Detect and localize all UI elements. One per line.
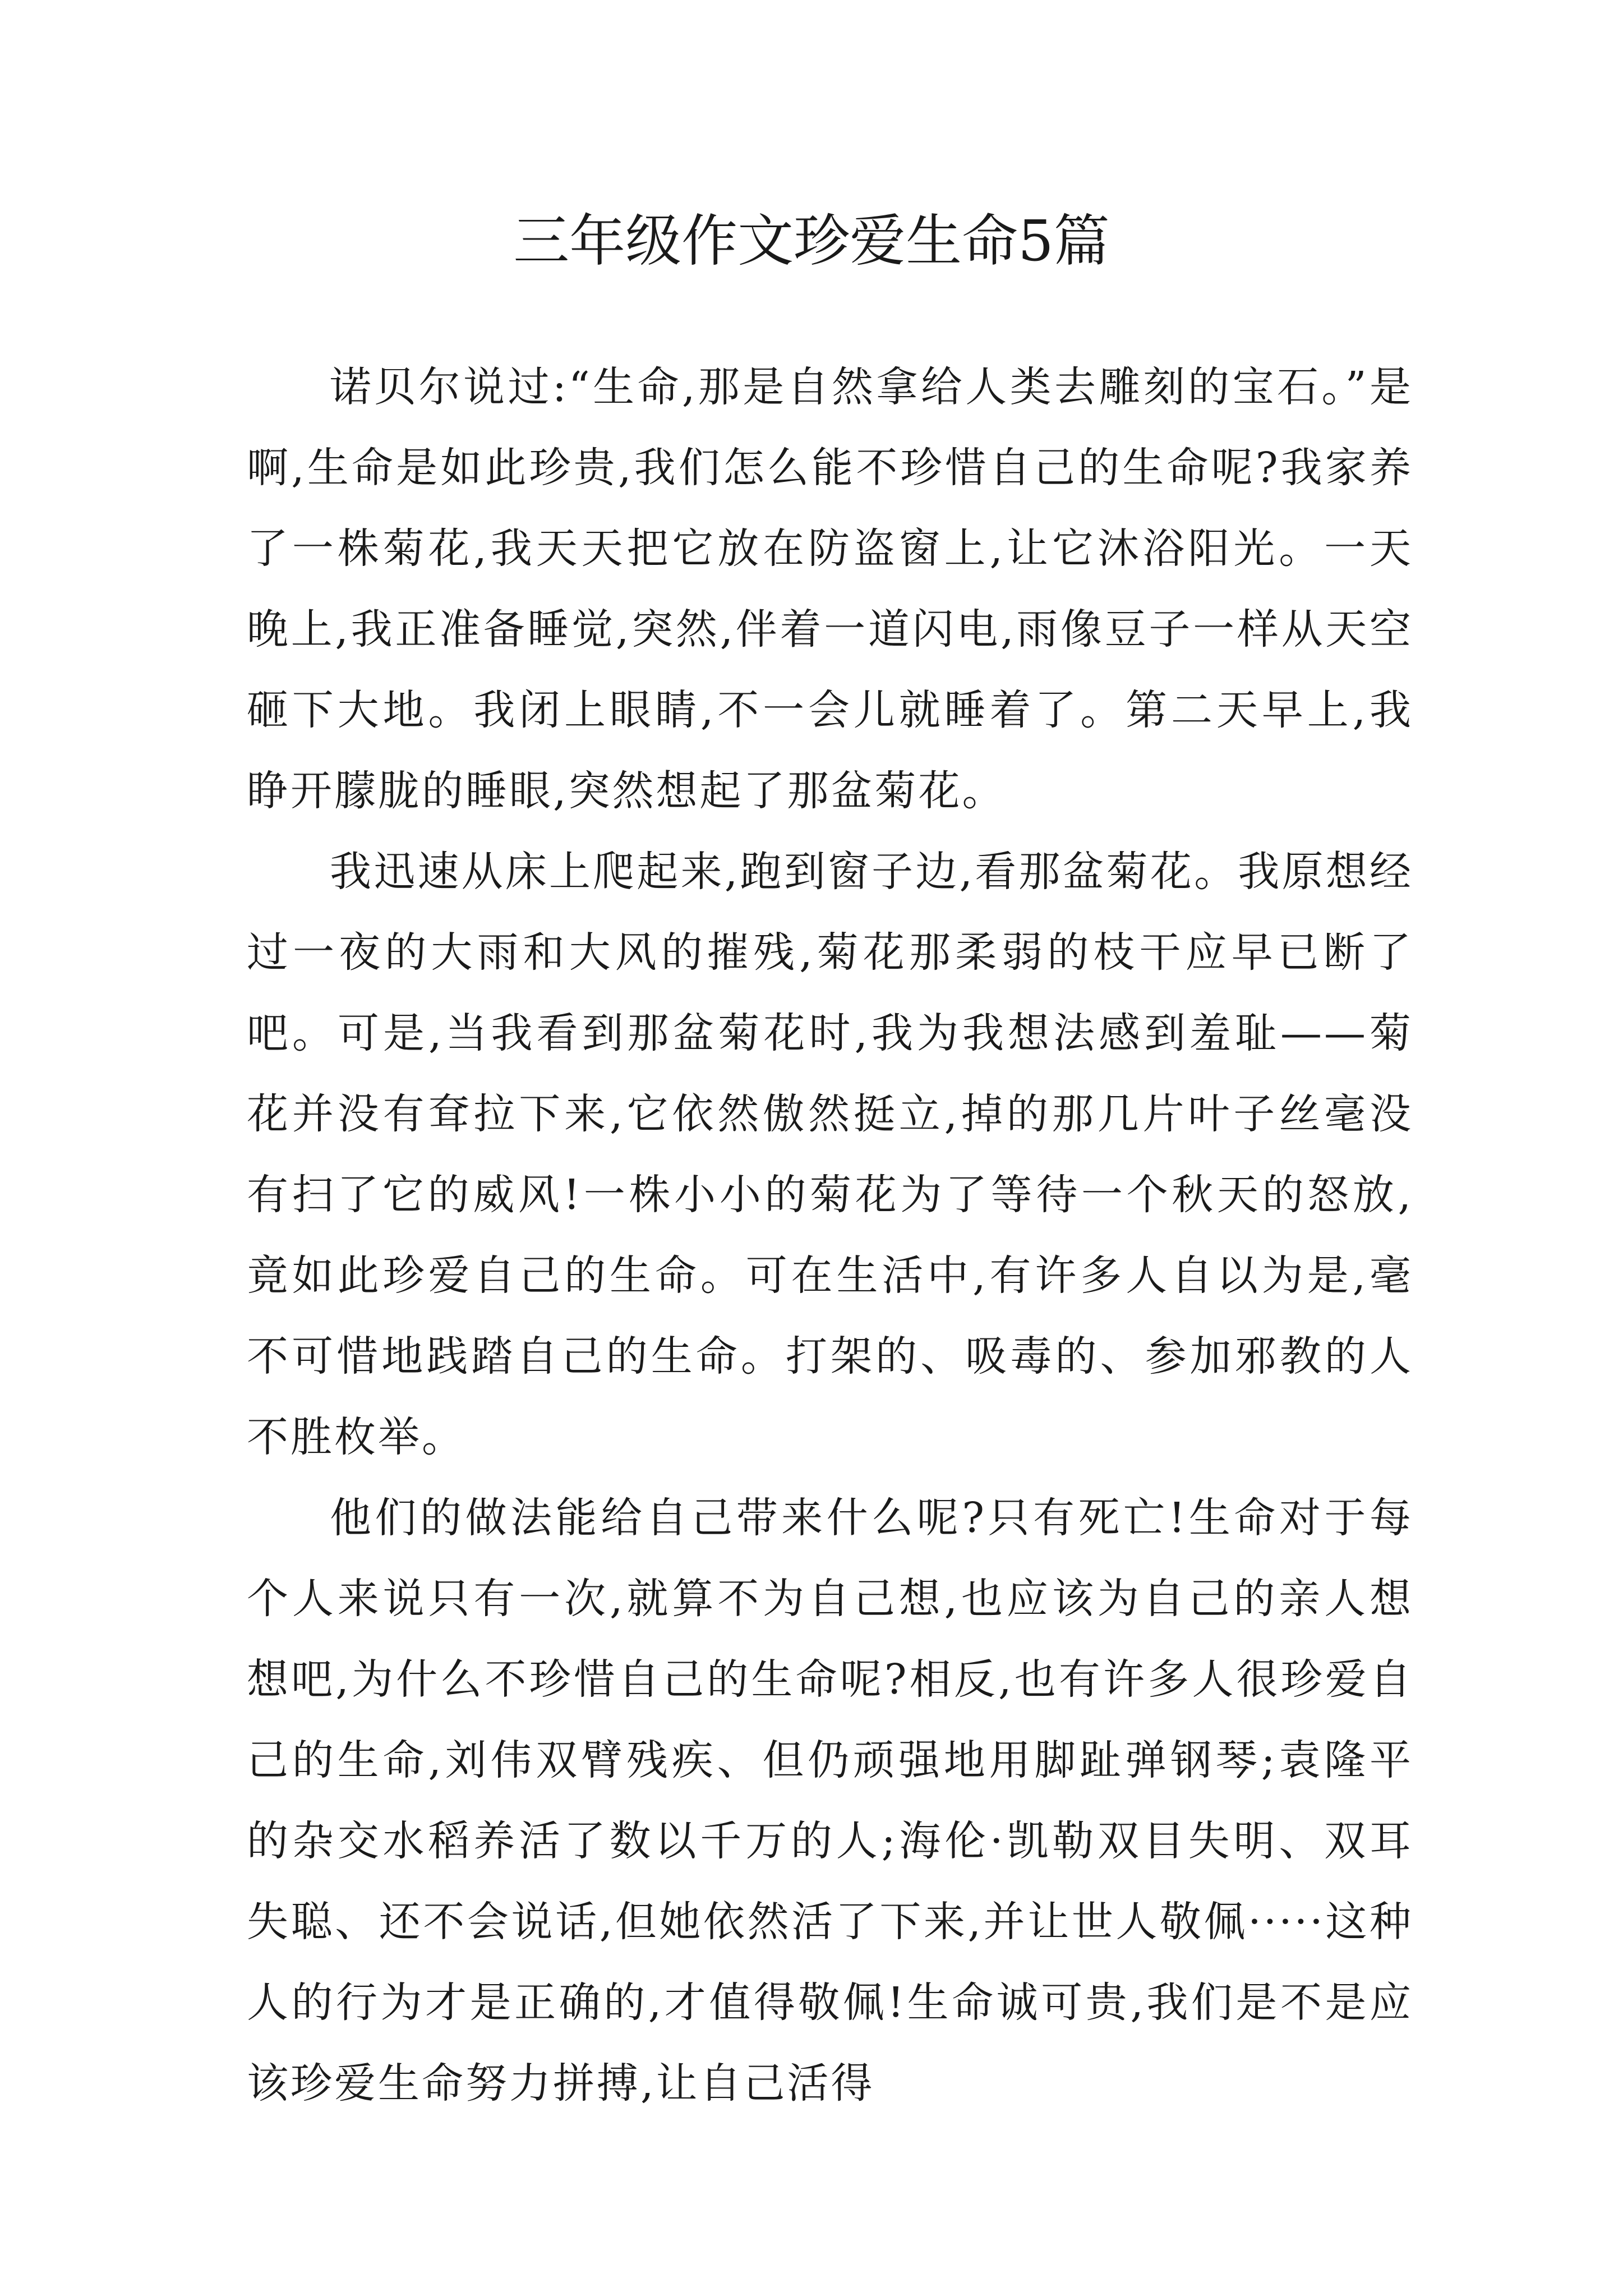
paragraph-2: 我迅速从床上爬起来,跑到窗子边,看那盆菊花。我原想经过一夜的大雨和大风的摧残,菊花那柔弱的枝干应早已断了吧。可是,当我看到那盆菊花时,我为我想法感到羞耻——菊花并没有耷拉下来,它依然傲然挺立,掉的那几片叶子丝毫没有扫了它的威风!一株小小的菊花为了等待一个秋天的怒放,竟如此珍爱自己的生命。可在生活中,有许多人自以为是,毫不可惜地践踏自己的生命。打架的、吸毒的、参加邪教的人不胜枚举。 xyxy=(247,848,1413,1461)
paragraph-3: 他们的做法能给自己带来什么呢?只有死亡!生命对于每个人来说只有一次,就算不为自己想,也应该为自己的亲人想想吧,为什么不珍惜自己的生命呢?相反,也有许多人很珍爱自己的生命,刘伟双臂残疾、但仍顽强地用脚趾弹钢琴;袁隆平的杂交水稻养活了数以千万的人;海伦·凯勒双目失明、双耳失聪、还不会说话,但她依然活了下来,并让世人敬佩·····这种人的行为才是正确的,才值得敬佩!生命诚可贵,我们是不是应该珍爱生命努力拼搏,让自己活得 xyxy=(247,1494,1413,2108)
document-body xyxy=(247,347,1413,2124)
document-title: 三年级作文珍爱生命5篇 xyxy=(513,208,1110,274)
paragraph-1: 诺贝尔说过:“生命,那是自然拿给人类去雕刻的宝石。”是啊,生命是如此珍贵,我们怎么能不珍惜自己的生命呢?我家养了一株菊花,我天天把它放在防盗窗上,让它沐浴阳光。一天晚上,我正准备睡觉,突然,伴着一道闪电,雨像豆子一样从天空砸下大地。我闭上眼睛,不一会儿就睡着了。第二天早上,我睁开朦胧的睡眼,突然想起了那盆菊花。 xyxy=(247,363,1413,815)
